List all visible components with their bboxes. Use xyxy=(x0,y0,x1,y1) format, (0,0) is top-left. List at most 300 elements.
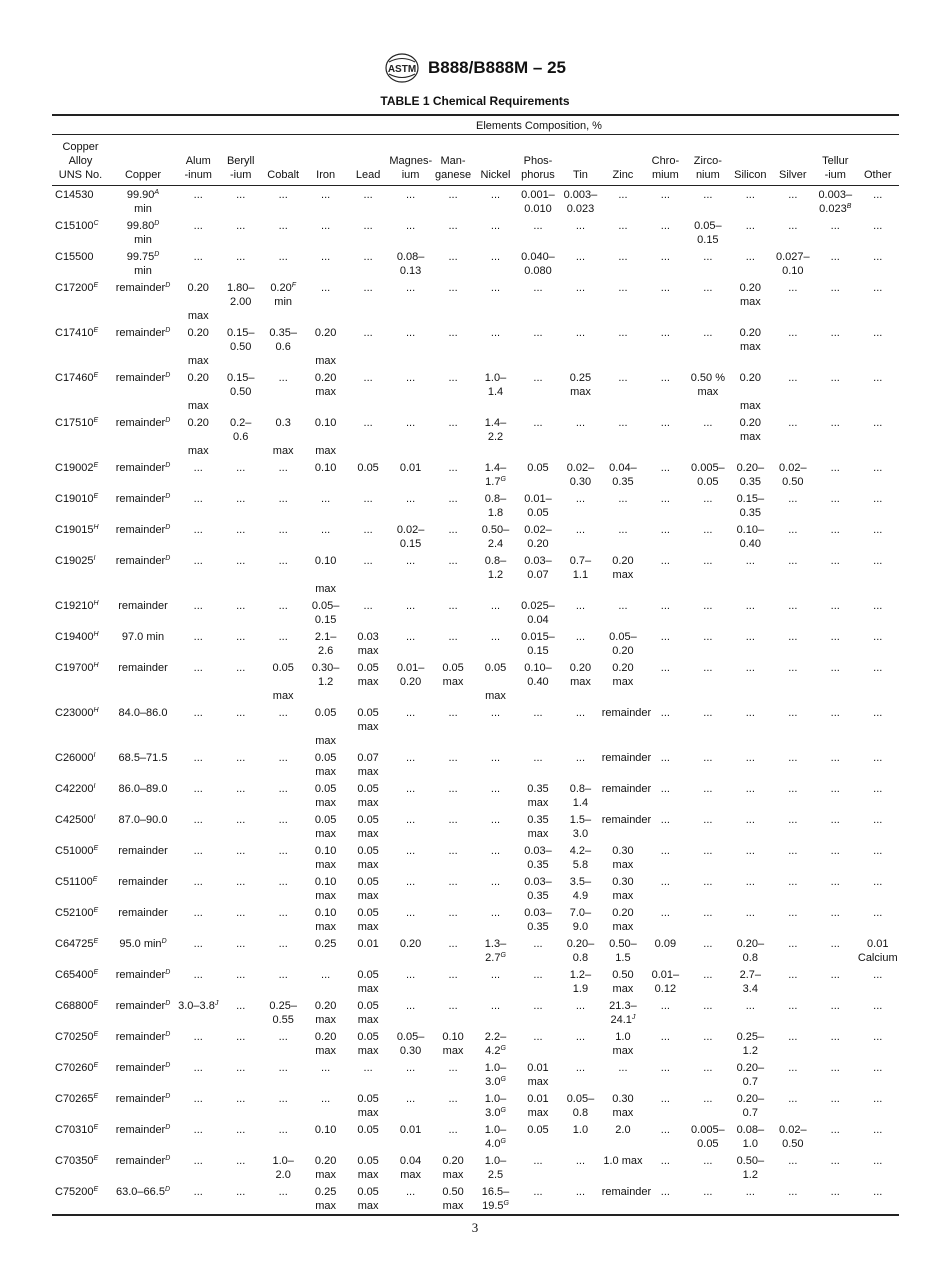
column-header xyxy=(729,135,771,186)
composition-cell xyxy=(347,414,389,459)
cell-value: ... xyxy=(873,969,883,981)
table-row xyxy=(52,1059,899,1090)
table-row xyxy=(52,369,899,414)
column-header xyxy=(262,135,304,186)
cell-line xyxy=(517,264,559,278)
cell-value: ... xyxy=(745,783,755,795)
footnote-marker: E xyxy=(93,417,99,424)
cell-value: max xyxy=(357,721,379,733)
cell-value: ... xyxy=(363,327,373,339)
cell-line xyxy=(219,999,261,1013)
column-header xyxy=(517,135,559,186)
cell-value: ... xyxy=(236,938,246,950)
column-header-line: Man- xyxy=(440,155,466,167)
cell-line xyxy=(432,968,474,982)
cell-line xyxy=(219,430,261,444)
composition-cell xyxy=(262,521,304,552)
cell-line xyxy=(219,461,261,475)
cell-value: ... xyxy=(363,282,373,294)
composition-cell xyxy=(389,935,431,966)
cell-value: 0.10 xyxy=(314,907,337,919)
cell-line xyxy=(389,250,431,264)
cell-line xyxy=(432,219,474,233)
composition-cell xyxy=(814,628,856,659)
cell-line xyxy=(687,1123,729,1137)
cell-line xyxy=(474,937,516,951)
composition-cell xyxy=(304,324,346,369)
cell-value: ... xyxy=(236,220,246,232)
cell-value: 0.40 xyxy=(527,676,549,688)
cell-value: ... xyxy=(660,1000,670,1012)
cell-line xyxy=(559,385,601,399)
cell-value: 1.0– xyxy=(484,1093,507,1105)
footnote-marker: G xyxy=(500,1107,506,1114)
cell-value: ... xyxy=(321,969,331,981)
composition-cell xyxy=(389,1152,431,1183)
cell-value: 0.03– xyxy=(524,555,552,567)
cell-line xyxy=(729,937,771,951)
footnote-marker: D xyxy=(165,1124,171,1131)
footnote-marker: H xyxy=(93,662,99,669)
cell-line xyxy=(687,599,729,613)
composition-cell xyxy=(304,1028,346,1059)
composition-cell xyxy=(559,1028,601,1059)
composition-cell xyxy=(857,369,900,414)
cell-line xyxy=(729,1137,771,1151)
composition-cell xyxy=(772,997,814,1028)
composition-cell xyxy=(602,217,644,248)
cell-value: ... xyxy=(830,282,840,294)
cell-line xyxy=(602,937,644,951)
composition-cell xyxy=(687,997,729,1028)
cell-line xyxy=(602,999,644,1013)
cell-line xyxy=(602,1123,644,1137)
composition-cell xyxy=(559,873,601,904)
cell-value: ... xyxy=(703,600,713,612)
composition-cell xyxy=(109,521,177,552)
column-header xyxy=(772,135,814,186)
cell-line xyxy=(304,999,346,1013)
cell-value: max xyxy=(315,1014,337,1026)
cell-value: ... xyxy=(236,600,246,612)
column-header-line: mium xyxy=(651,169,679,181)
composition-cell xyxy=(262,324,304,369)
cell-line xyxy=(177,813,219,827)
cell-value: ... xyxy=(788,845,798,857)
cell-line xyxy=(517,281,559,295)
footnote-marker: B xyxy=(846,203,852,210)
cell-line xyxy=(474,1075,516,1089)
cell-value: ... xyxy=(405,189,416,201)
composition-cell xyxy=(262,935,304,966)
cell-line xyxy=(687,906,729,920)
composition-cell xyxy=(474,490,516,521)
composition-cell xyxy=(729,279,771,324)
cell-line xyxy=(109,968,177,982)
table-row xyxy=(52,1028,899,1059)
cell-value: ... xyxy=(533,220,543,232)
cell-line xyxy=(177,326,219,340)
cell-line xyxy=(474,999,516,1013)
cell-value: ... xyxy=(405,1186,416,1198)
cell-value: 0.15 xyxy=(399,538,422,550)
cell-value: 0.35 xyxy=(527,890,549,902)
composition-cell xyxy=(219,1059,261,1090)
cell-line xyxy=(432,461,474,475)
cell-value: 99.90 xyxy=(126,189,155,201)
composition-cell xyxy=(304,997,346,1028)
cell-line xyxy=(729,1106,771,1120)
composition-cell xyxy=(219,414,261,459)
cell-value: 0.01 xyxy=(527,1062,549,1074)
cell-line xyxy=(729,951,771,965)
cell-line xyxy=(219,1030,261,1044)
cell-value: ... xyxy=(448,372,458,384)
composition-cell xyxy=(304,279,346,324)
composition-cell xyxy=(517,811,559,842)
cell-line xyxy=(389,968,431,982)
cell-value: ... xyxy=(193,251,203,263)
cell-line xyxy=(474,599,516,613)
cell-value: ... xyxy=(448,969,458,981)
cell-value: 0.15 xyxy=(314,614,337,626)
composition-cell xyxy=(219,811,261,842)
column-header xyxy=(52,135,109,186)
composition-cell xyxy=(219,873,261,904)
cell-value: 1.4 xyxy=(572,797,589,809)
cell-line xyxy=(517,844,559,858)
cell-value: ... xyxy=(236,189,246,201)
footnote-marker: F xyxy=(291,282,297,289)
composition-cell xyxy=(474,521,516,552)
cell-value: 0.05 xyxy=(357,1124,379,1136)
composition-cell xyxy=(687,628,729,659)
cell-value: 0.20– xyxy=(736,938,765,950)
cell-line xyxy=(304,782,346,796)
cell-line xyxy=(347,492,389,506)
cell-line xyxy=(517,523,559,537)
cell-value: ... xyxy=(745,662,755,674)
uns-number-cell xyxy=(52,459,109,490)
composition-cell xyxy=(687,324,729,369)
cell-value: 0.35 xyxy=(739,507,762,519)
cell-line xyxy=(772,326,814,340)
cell-value: 0.003– xyxy=(818,189,853,201)
cell-line xyxy=(729,430,771,444)
cell-line xyxy=(772,1092,814,1106)
composition-cell xyxy=(814,1059,856,1090)
cell-value: remainder xyxy=(601,814,652,826)
composition-cell xyxy=(109,414,177,459)
composition-cell xyxy=(262,749,304,780)
cell-value: ... xyxy=(830,876,840,888)
composition-cell xyxy=(729,1059,771,1090)
composition-cell xyxy=(109,704,177,749)
cell-value: ... xyxy=(873,555,883,567)
cell-line xyxy=(602,889,644,903)
footnote-marker: J xyxy=(214,1000,219,1007)
cell-value: ... xyxy=(830,220,840,232)
cell-line xyxy=(729,371,771,385)
composition-cell xyxy=(347,521,389,552)
cell-line xyxy=(602,371,644,385)
composition-cell xyxy=(262,704,304,749)
cell-line xyxy=(729,250,771,264)
cell-value: ... xyxy=(830,524,840,536)
cell-line xyxy=(474,219,516,233)
cell-line xyxy=(304,706,346,720)
cell-value: ... xyxy=(575,1186,586,1198)
composition-cell xyxy=(432,842,474,873)
composition-cell xyxy=(474,659,516,704)
cell-line xyxy=(687,492,729,506)
composition-cell xyxy=(177,1183,219,1214)
cell-value: ... xyxy=(490,631,501,643)
cell-line xyxy=(857,630,900,644)
composition-cell xyxy=(602,186,644,218)
cell-line xyxy=(857,906,900,920)
cell-line xyxy=(474,689,516,703)
cell-value: ... xyxy=(533,1155,543,1167)
composition-cell xyxy=(559,459,601,490)
cell-line xyxy=(432,250,474,264)
cell-line xyxy=(389,281,431,295)
composition-cell xyxy=(601,749,652,780)
composition-cell xyxy=(772,780,814,811)
composition-cell xyxy=(109,1028,177,1059)
cell-line xyxy=(559,1154,601,1168)
cell-value: ... xyxy=(193,814,203,826)
cell-value: ... xyxy=(703,845,713,857)
cell-value: ... xyxy=(830,783,840,795)
composition-cell xyxy=(304,459,346,490)
cell-line xyxy=(644,630,686,644)
column-header-line: Alloy xyxy=(68,155,93,167)
table-row xyxy=(52,217,899,248)
column-header-line: Phos- xyxy=(523,155,553,167)
cell-line xyxy=(304,354,346,368)
composition-cell xyxy=(347,873,389,904)
composition-cell xyxy=(814,552,856,597)
cell-line xyxy=(857,326,900,340)
composition-cell xyxy=(262,966,304,997)
cell-value: 2.1– xyxy=(314,631,337,643)
composition-cell xyxy=(772,186,814,218)
cell-value: ... xyxy=(660,662,670,674)
column-header xyxy=(177,135,219,186)
cell-line xyxy=(644,661,686,675)
cell-line xyxy=(177,188,219,202)
cell-value: ... xyxy=(405,814,416,826)
cell-value: ... xyxy=(278,1124,288,1136)
cell-line xyxy=(432,782,474,796)
composition-cell xyxy=(432,811,474,842)
cell-value: max xyxy=(315,583,337,595)
cell-value: 0.05 xyxy=(357,662,379,674)
cell-line xyxy=(814,906,856,920)
cell-line xyxy=(347,1154,389,1168)
cell-line xyxy=(474,968,516,982)
cell-line xyxy=(177,968,219,982)
cell-value: ... xyxy=(448,938,458,950)
cell-value: remainder xyxy=(115,555,166,567)
cell-line xyxy=(602,599,644,613)
cell-value: 0.05 xyxy=(697,1138,719,1150)
cell-line xyxy=(729,281,771,295)
composition-cell xyxy=(177,414,219,459)
composition-cell xyxy=(389,490,431,521)
cell-value: 0.05– xyxy=(311,600,340,612)
table-row xyxy=(52,324,899,369)
composition-cell xyxy=(389,1183,431,1214)
cell-line xyxy=(474,1044,516,1058)
cell-line xyxy=(109,1092,177,1106)
composition-cell xyxy=(389,749,431,780)
cell-line xyxy=(772,461,814,475)
cell-value: remainder xyxy=(118,600,168,612)
cell-value: 0.15 xyxy=(697,234,719,246)
cell-value: 2.0 xyxy=(275,1169,291,1181)
composition-cell xyxy=(814,842,856,873)
cell-line xyxy=(772,937,814,951)
cell-line xyxy=(219,188,261,202)
cell-value: 0.50 xyxy=(782,1138,804,1150)
composition-cell xyxy=(857,217,900,248)
cell-line xyxy=(814,968,856,982)
column-header-line: Magnes- xyxy=(389,155,433,167)
composition-cell xyxy=(389,1090,431,1121)
cell-value: ... xyxy=(660,251,670,263)
cell-line xyxy=(602,326,644,340)
uns-number-cell xyxy=(52,749,109,780)
composition-cell xyxy=(219,997,261,1028)
cell-line xyxy=(474,1106,516,1120)
cell-line xyxy=(109,326,177,340)
uns-number: C65400 xyxy=(55,969,94,981)
cell-value: max xyxy=(400,1169,421,1181)
composition-cell xyxy=(559,552,601,597)
cell-value: ... xyxy=(830,752,840,764)
cell-value: ... xyxy=(321,189,331,201)
cell-value: 1.0– xyxy=(484,1155,507,1167)
cell-value: 0.30 xyxy=(569,476,592,488)
cell-line xyxy=(177,999,219,1013)
cell-line xyxy=(389,492,431,506)
cell-line xyxy=(262,661,304,675)
cell-value: ... xyxy=(363,417,373,429)
cell-line xyxy=(389,537,431,551)
cell-value: ... xyxy=(278,752,288,764)
footnote-marker: E xyxy=(93,462,99,469)
cell-line xyxy=(262,1061,304,1075)
cell-line xyxy=(304,889,346,903)
cell-value: 0.05 xyxy=(527,1124,549,1136)
cell-value: ... xyxy=(405,1000,416,1012)
cell-value: ... xyxy=(236,814,246,826)
cell-line xyxy=(347,554,389,568)
cell-value: 0.05 xyxy=(357,845,379,857)
composition-cell xyxy=(857,935,900,966)
cell-line xyxy=(389,1154,431,1168)
cell-value: 0.35 xyxy=(527,859,549,871)
cell-line xyxy=(729,1168,771,1182)
composition-cell xyxy=(772,1183,814,1214)
composition-cell xyxy=(517,997,559,1028)
composition-cell xyxy=(109,1059,177,1090)
column-header-line: phorus xyxy=(521,169,555,181)
cell-value: ... xyxy=(788,707,798,719)
cell-value: ... xyxy=(660,220,670,232)
cell-value: 0.20 xyxy=(442,1155,464,1167)
cell-line xyxy=(602,644,644,658)
cell-value: max xyxy=(739,341,761,353)
cell-value: ... xyxy=(236,783,246,795)
cell-line xyxy=(729,906,771,920)
composition-cell xyxy=(304,248,346,279)
composition-cell xyxy=(601,780,652,811)
composition-cell xyxy=(177,1028,219,1059)
composition-cell xyxy=(517,1059,559,1090)
cell-value: 0.50– xyxy=(736,1155,765,1167)
cell-line xyxy=(347,844,389,858)
cell-line xyxy=(517,554,559,568)
composition-cell xyxy=(219,248,261,279)
cell-value: ... xyxy=(873,600,883,612)
cell-value: ... xyxy=(193,845,203,857)
footnote-marker: G xyxy=(500,952,506,959)
cell-line xyxy=(177,875,219,889)
composition-cell xyxy=(389,811,431,842)
composition-cell xyxy=(304,1059,346,1090)
cell-value: ... xyxy=(448,493,458,505)
composition-cell xyxy=(474,1121,516,1152)
cell-value: 1.9 xyxy=(572,983,589,995)
uns-number-cell xyxy=(52,248,109,279)
cell-value: ... xyxy=(575,631,586,643)
composition-cell xyxy=(602,369,644,414)
cell-line xyxy=(687,371,729,385)
cell-line xyxy=(517,630,559,644)
cell-line xyxy=(304,661,346,675)
cell-value: remainder xyxy=(115,524,166,536)
cell-line xyxy=(304,720,346,734)
cell-value: ... xyxy=(618,1062,628,1074)
cell-line xyxy=(389,937,431,951)
astm-logo-icon xyxy=(384,52,420,84)
cell-value: ... xyxy=(703,251,713,263)
cell-value: ... xyxy=(703,969,713,981)
composition-cell xyxy=(389,1028,431,1059)
cell-value: max xyxy=(357,1107,379,1119)
cell-line xyxy=(559,706,601,720)
cell-value: 0.05 xyxy=(314,707,337,719)
cell-value: max xyxy=(612,921,634,933)
cell-line xyxy=(474,416,516,430)
composition-cell xyxy=(432,1183,474,1214)
composition-cell xyxy=(601,704,652,749)
cell-value: ... xyxy=(873,220,883,232)
cell-line xyxy=(304,492,346,506)
composition-cell xyxy=(474,459,516,490)
footnote-marker: E xyxy=(93,493,99,500)
composition-cell xyxy=(559,966,601,997)
composition-cell xyxy=(474,217,516,248)
cell-value: ... xyxy=(830,1186,840,1198)
cell-value: ... xyxy=(703,524,713,536)
cell-value: 0.12 xyxy=(654,983,677,995)
cell-value: ... xyxy=(745,1000,755,1012)
cell-line xyxy=(432,1168,474,1182)
